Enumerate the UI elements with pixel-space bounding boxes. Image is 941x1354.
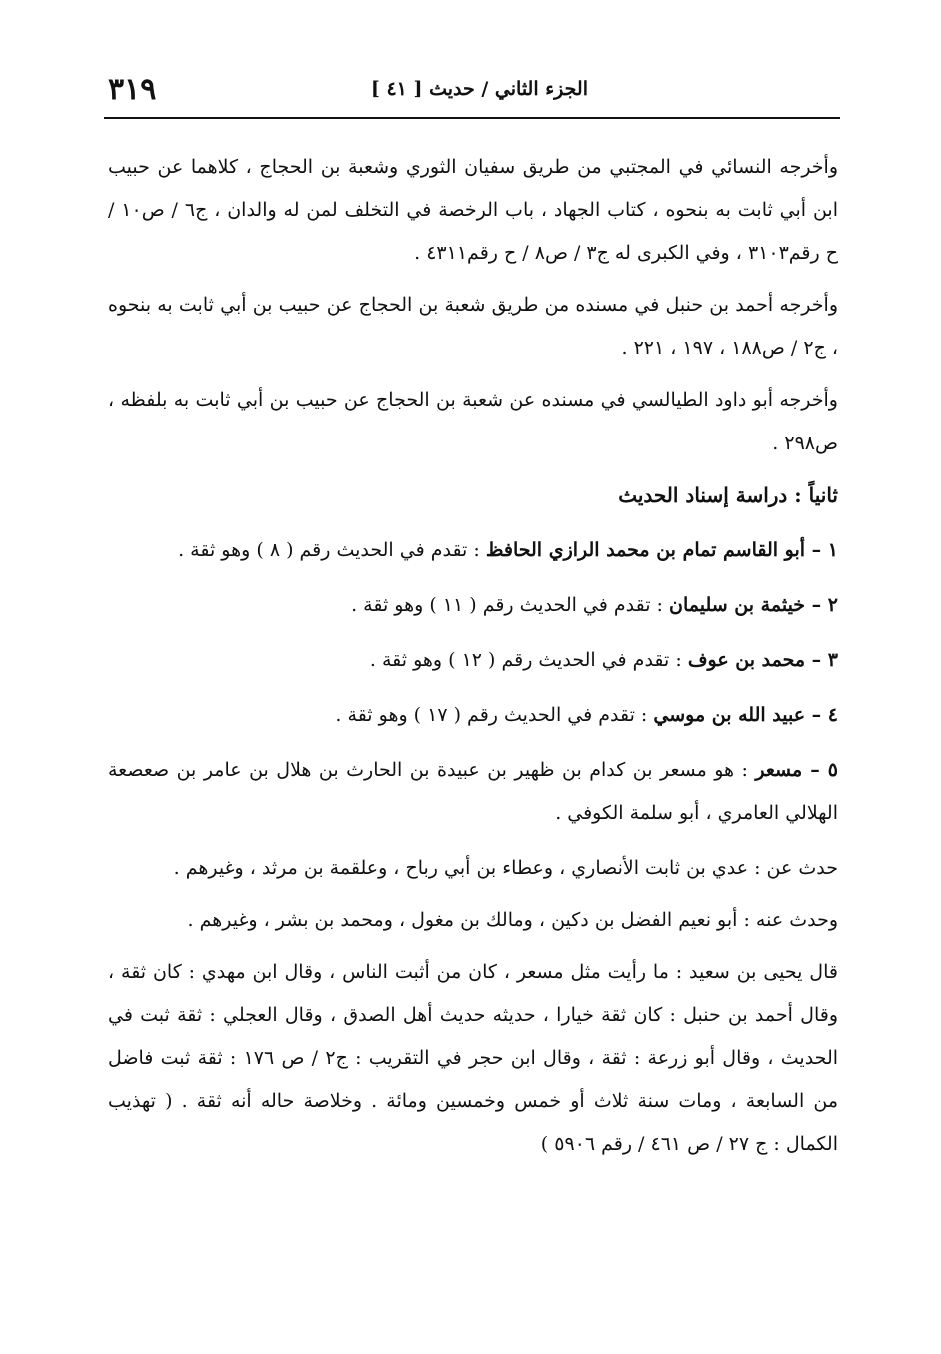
narrator-item: [108, 749, 838, 835]
teachers-paragraph: حدث عن : عدي بن ثابت الأنصاري ، وعطاء بن أبي رباح ، وعلقمة بن مرثد ، وغيرهم .: [173, 857, 838, 879]
students-paragraph: وحدث عنه : أبو نعيم الفضل بن دكين ، ومالك بن مغول ، ومحمد بن بشر ، وغيرهم .: [187, 909, 838, 931]
narrator-item: [108, 639, 838, 682]
grading-paragraph: قال يحيى بن سعيد : ما رأيت مثل مسعر ، كان من أثبت الناس ، وقال ابن مهدي : كان ثقة ، وقال أحمد بن حنبل : كان ثقة خيارا ، حديثه حديث أهل الصدق ، وقال العجلي : ثقة ثبت في الحديث ، وقال أبو زرعة : ثقة ، وقال ابن حجر في التقريب : ج٢ / ص ١٧٦ : ثقة ثبت فاضل من السابعة ، ومات سنة ثلاث أو خمس وخمسين ومائة . وخلاصة حاله أنه ثقة . ( تهذيب الكمال : ج ٢٧ / ص ٤٦١ / رقم ٥٩٠٦ ): [108, 961, 839, 1155]
narrator-item: [108, 529, 838, 572]
narrator-item: [108, 694, 838, 737]
narrator-note: : تقدم في الحديث رقم ( ١٢ ) وهو ثقة .: [369, 649, 688, 671]
takhrij-ahmad: وأخرجه أحمد بن حنبل في مسنده من طريق شعبة بن الحجاج عن حبيب بن أبي ثابت به بنحوه ، ج٢ / ص١٨٨ ، ١٩٧ ، ٢٢١ .: [108, 294, 838, 359]
section-heading: ثانياً : دراسة إسناد الحديث: [618, 483, 838, 507]
running-title: الجزء الثاني / حديث [ ٤١ ]: [370, 78, 588, 100]
narrator-note: : تقدم في الحديث رقم ( ١٧ ) وهو ثقة .: [335, 704, 654, 726]
narrator-note: : تقدم في الحديث رقم ( ٨ ) وهو ثقة .: [178, 539, 486, 561]
narrator-note: : تقدم في الحديث رقم ( ١١ ) وهو ثقة .: [351, 594, 670, 616]
narrator-name: ٥ – مسعر: [755, 759, 838, 781]
takhrij-tayalisi: وأخرجه أبو داود الطيالسي في مسنده عن شعبة بن الحجاج عن حبيب بن أبي ثابت به بلفظه ، ص٢٩٨ .: [108, 389, 838, 454]
narrator-item: [108, 584, 838, 627]
narrator-name: ٤ – عبيد الله بن موسي: [653, 704, 838, 726]
page-header: [108, 72, 838, 112]
page-number: ٣١٩: [108, 72, 157, 107]
narrator-note: : هو مسعر بن كدام بن ظهير بن عبيدة بن الحارث بن هلال بن عامر بن صعصعة الهلالي العامري ، أبو سلمة الكوفي .: [108, 759, 838, 824]
narrator-name: ٢ – خيثمة بن سليمان: [669, 594, 838, 616]
narrator-name: ٣ – محمد بن عوف: [687, 649, 838, 671]
narrator-name: ١ – أبو القاسم تمام بن محمد الرازي الحافظ: [485, 539, 838, 561]
page-body: [108, 146, 838, 1175]
header-rule: [104, 117, 840, 119]
takhrij-nasai: وأخرجه النسائي في المجتبي من طريق سفيان الثوري وشعبة بن الحجاج ، كلاهما عن حبيب ابن أبي ثابت به بنحوه ، كتاب الجهاد ، باب الرخصة في التخلف لمن له والدان ، ج٦ / ص١٠ / ح رقم٣١٠٣ ، وفي الكبرى له ج٣ / ص٨ / ح رقم٤٣١١ .: [108, 156, 838, 264]
